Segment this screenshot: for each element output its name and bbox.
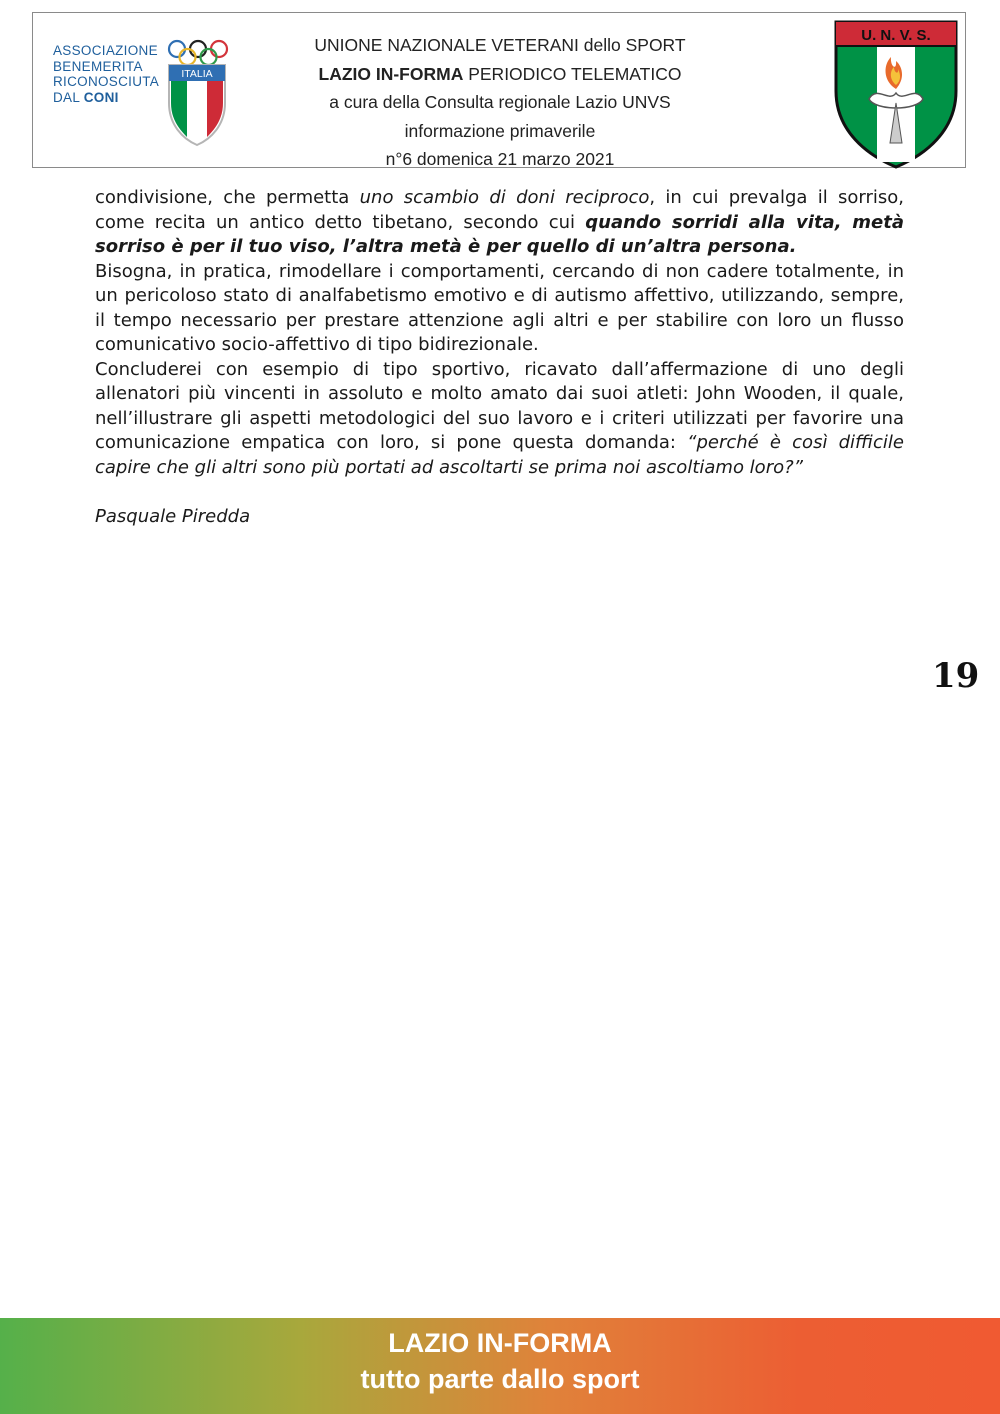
coni-line-4-prefix: DAL [53,89,84,105]
article-body [95,186,904,529]
page-footer [0,1318,1000,1414]
p1-text-a: condivisione, che permetta [95,187,360,208]
coni-line-4 [53,90,178,106]
coni-logo-text [53,43,178,105]
p3-text-a: Concluderei con esempio di tipo sportivo, ricavato dall’affermazione di uno degli allenatori più vincenti in assoluto e molto amato dai suoi atleti: John Wooden, il quale, nell’illustrare gli aspetti metodologici del suo lavoro e i criteri utilizzati per favorire una comunicazione empatica con loro, si pone questa domanda: [95,358,904,453]
header-line-2 [263,60,737,89]
header-line-4: informazione primaverile [404,120,596,141]
header-line-3: a cura della Consulta regionale Lazio UNVS [329,92,671,112]
page-number: 19 [932,656,980,696]
paragraph-2: Bisogna, in pratica, rimodellare i comportamenti, cercando di non cadere totalmente, in un pericoloso stato di analfabetismo emotivo e di autismo affettivo, utilizzando, sempre, il tempo necessario per prestare attenzione agli altri e per stabilire con loro un flusso comunicativo socio-affettivo di tipo bidirezionale. [95,260,904,355]
p3-quote-italic: “perché è così difficile capire che gli altri sono più portati ad ascoltarti se prima noi ascoltiamo loro?” [95,432,904,478]
italia-shield-icon [167,63,227,147]
p1-italic: uno scambio di doni reciproco [359,187,650,208]
periodical-name: LAZIO IN-FORMA [318,63,464,84]
coni-line-2: BENEMERITA [53,58,143,74]
p1-text-c: , in cui prevalga il sorriso, come recita un antico detto tibetano, secondo cui [95,187,905,233]
unvs-logo-text: U. N. V. S. [861,27,931,44]
footer-slogan: tutto parte dallo sport [360,1364,640,1394]
periodical-type: PERIODICO TELEMATICO [463,63,682,84]
paragraph-3 [95,358,904,481]
coni-line-3: RICONOSCIUTA [53,74,160,89]
footer-title: LAZIO IN-FORMA [388,1328,612,1358]
italia-shield-text: ITALIA [181,68,213,80]
header-titles [263,31,737,174]
coni-logo [43,37,233,147]
unvs-shield-icon [833,19,959,169]
issue-date: n°6 domenica 21 marzo 2021 [385,149,615,169]
paragraph-1 [95,186,904,260]
page-header [32,12,966,168]
header-line-1: UNIONE NAZIONALE VETERANI dello SPORT [314,35,686,55]
coni-line-1: ASSOCIAZIONE [53,43,158,58]
coni-line-4-bold: CONI [83,89,119,105]
author-signature: Pasquale Piredda [95,505,251,527]
p1-quote-bold-italic: quando sorridi alla vita, metà sorriso è per il tuo viso, l’altra metà è per quello di un’altra persona. [95,211,904,257]
